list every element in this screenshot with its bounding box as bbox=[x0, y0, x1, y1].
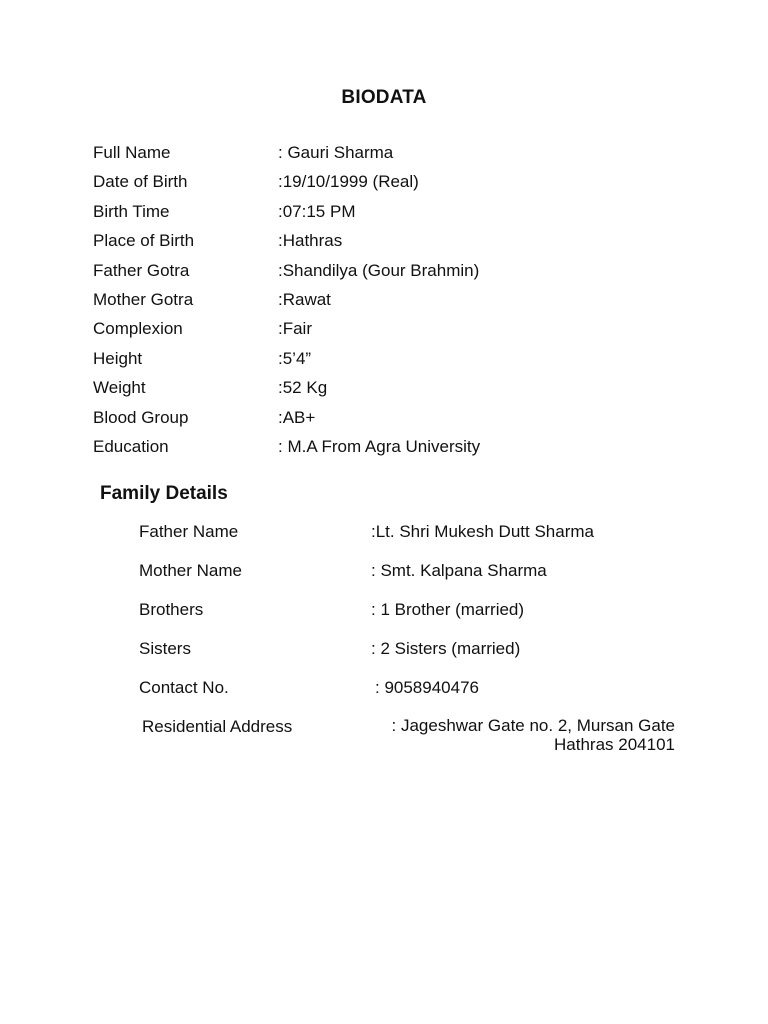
detail-label: Complexion bbox=[93, 319, 183, 339]
detail-label: Education bbox=[93, 436, 169, 456]
detail-row-date-of-birth bbox=[93, 171, 653, 200]
residential-address bbox=[374, 716, 675, 754]
detail-label: Blood Group bbox=[93, 407, 189, 427]
detail-label: Mother Gotra bbox=[93, 289, 194, 309]
family-label: Residential Address bbox=[142, 717, 293, 736]
family-details bbox=[139, 521, 679, 755]
personal-details bbox=[93, 142, 653, 465]
document-title: BIODATA bbox=[341, 87, 427, 108]
detail-value: :52 Kg bbox=[278, 378, 328, 398]
detail-value: :Shandilya (Gour Brahmin) bbox=[278, 260, 480, 280]
detail-row-full-name bbox=[93, 142, 653, 171]
detail-label: Date of Birth bbox=[93, 172, 188, 192]
detail-row-education bbox=[93, 436, 653, 465]
family-label: Contact No. bbox=[139, 678, 229, 697]
detail-label: Weight bbox=[93, 378, 146, 398]
detail-label: Birth Time bbox=[93, 201, 170, 221]
detail-row-mother-gotra bbox=[93, 289, 653, 318]
family-value: : Smt. Kalpana Sharma bbox=[371, 561, 547, 580]
detail-value: :5’4” bbox=[278, 348, 312, 368]
family-row-brothers bbox=[139, 599, 679, 638]
family-row-contact-no bbox=[139, 677, 679, 716]
family-details-heading: Family Details bbox=[100, 483, 228, 504]
family-label: Father Name bbox=[139, 522, 239, 541]
detail-value: :AB+ bbox=[278, 407, 316, 427]
family-row-sisters bbox=[139, 638, 679, 677]
detail-label: Full Name bbox=[93, 143, 171, 162]
detail-value: : Gauri Sharma bbox=[278, 143, 394, 162]
detail-value: :07:15 PM bbox=[278, 201, 356, 221]
address-line-1: : Jageshwar Gate no. 2, Mursan Gate bbox=[391, 716, 675, 735]
detail-value: :Fair bbox=[278, 319, 312, 339]
family-value: :Lt. Shri Mukesh Dutt Sharma bbox=[371, 522, 594, 541]
contact-number: : 9058940476 bbox=[375, 678, 479, 697]
address-line-2: Hathras 204101 bbox=[554, 735, 675, 754]
detail-row-complexion bbox=[93, 318, 653, 347]
detail-value: :19/10/1999 (Real) bbox=[278, 172, 419, 192]
detail-label: Height bbox=[93, 348, 143, 368]
detail-row-birth-time bbox=[93, 201, 653, 230]
family-row-residential-address bbox=[139, 716, 679, 755]
detail-value: :Hathras bbox=[278, 231, 343, 251]
detail-row-blood-group bbox=[93, 407, 653, 436]
family-label: Mother Name bbox=[139, 561, 242, 580]
family-value: : 2 Sisters (married) bbox=[371, 639, 521, 658]
detail-label: Place of Birth bbox=[93, 231, 195, 251]
family-label: Brothers bbox=[139, 600, 204, 619]
detail-value: : M.A From Agra University bbox=[278, 436, 481, 456]
detail-value: :Rawat bbox=[278, 289, 331, 309]
detail-row-father-gotra bbox=[93, 260, 653, 289]
detail-row-height bbox=[93, 348, 653, 377]
family-row-father-name bbox=[139, 521, 679, 560]
family-value: : 1 Brother (married) bbox=[371, 600, 525, 619]
family-label: Sisters bbox=[139, 639, 191, 658]
family-row-mother-name bbox=[139, 560, 679, 599]
detail-label: Father Gotra bbox=[93, 260, 190, 280]
detail-row-place-of-birth bbox=[93, 230, 653, 259]
detail-row-weight bbox=[93, 377, 653, 406]
